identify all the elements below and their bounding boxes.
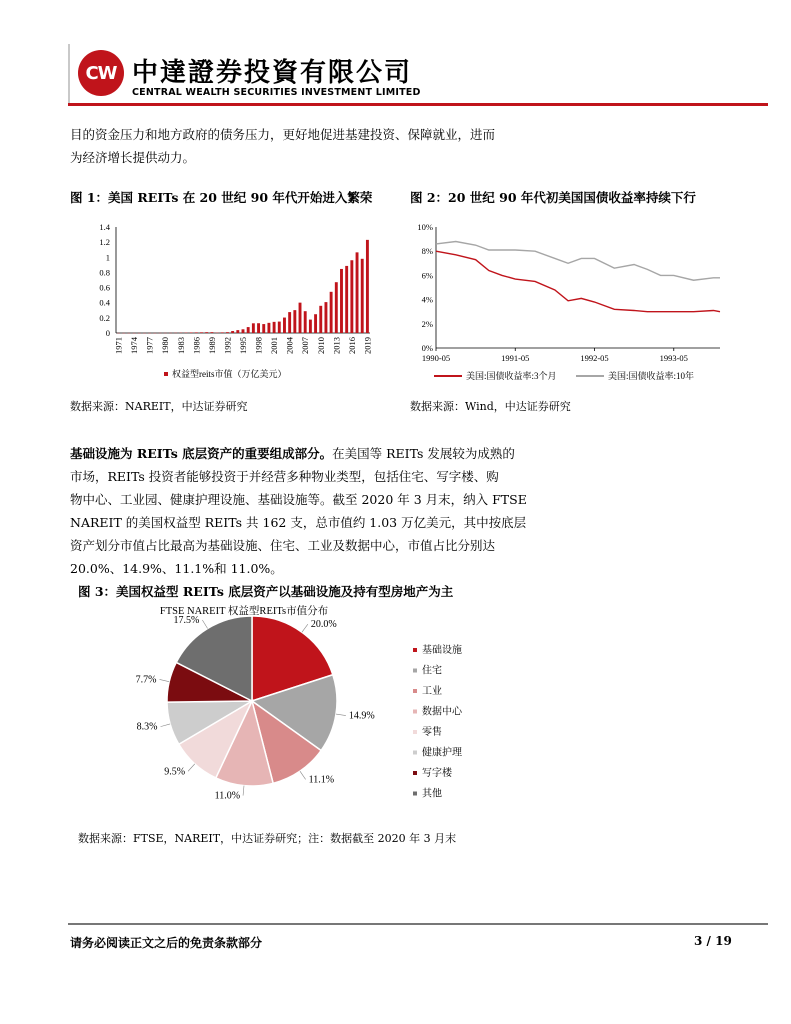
x-tick-label: 1992	[222, 337, 233, 354]
legend-label: 住宅	[422, 665, 442, 677]
legend-swatch	[413, 751, 417, 755]
bar	[288, 312, 291, 333]
pie-leader	[161, 724, 171, 727]
intro-line-2: 为经济增长提供动力。	[70, 150, 196, 165]
pie-value-label: 7.7%	[135, 674, 157, 686]
figure2-title: 图 2：20 世纪 90 年代初美国国债收益率持续下行	[410, 190, 696, 205]
pie-value-label: 14.9%	[348, 710, 375, 722]
intro-line-1: 目的资金压力和地方政府的债务压力，更好地促进基建投资、保障就业，进而	[70, 127, 496, 142]
bar	[231, 331, 234, 333]
legend-label: 数据中心	[422, 706, 462, 718]
y-tick-label: 10%	[417, 222, 433, 232]
bar	[226, 332, 229, 333]
legend-label: 写字楼	[422, 768, 452, 779]
header-rule	[68, 103, 768, 106]
section-line-1	[70, 442, 550, 465]
bar	[366, 240, 369, 333]
bar	[350, 260, 353, 333]
x-tick-label: 2001	[269, 337, 280, 354]
bar	[267, 323, 270, 333]
legend-swatch	[413, 710, 417, 714]
legend-label: 工业	[422, 686, 442, 697]
bar	[278, 322, 281, 333]
section-line-3: 物中心、工业园、健康护理设施、基础设施等。截至 2020 年 3 月末，纳入 FTSE	[70, 492, 527, 507]
pie-value-label: 17.5%	[173, 615, 200, 626]
bar	[330, 292, 333, 333]
y-tick-label: 0	[105, 328, 110, 338]
y-tick-label: 6%	[421, 270, 433, 281]
x-tick-label: 2013	[331, 337, 342, 354]
bar	[356, 252, 359, 333]
x-tick-label: 2010	[315, 337, 326, 354]
bar	[324, 302, 327, 333]
legend-label: 其他	[422, 788, 442, 800]
pie-value-label: 11.1%	[308, 774, 335, 786]
pie-leader	[336, 714, 346, 716]
legend-label: 基础设施	[422, 645, 462, 656]
pie-leader	[300, 771, 306, 779]
legend-label: 零售	[422, 727, 442, 738]
x-tick-label: 1983	[175, 337, 186, 354]
section-line-6: 20.0%、14.9%、11.1%和 11.0%。	[70, 561, 283, 576]
legend-swatch	[413, 669, 417, 673]
legend-swatch	[413, 730, 417, 734]
y-tick-label: 0.2	[99, 312, 110, 323]
figure3-title: 图 3：美国权益型 REITs 底层资产以基础设施及持有型房地产为主	[78, 584, 454, 599]
y-tick-label: 1.2	[99, 237, 110, 248]
legend-label: 健康护理	[422, 747, 462, 759]
x-tick-label: 1977	[144, 337, 155, 354]
bar	[190, 332, 193, 333]
legend-label: 权益型reits市值（万亿美元）	[172, 369, 287, 379]
pie-leader	[159, 679, 169, 681]
figure3-pie-chart	[100, 600, 500, 825]
figure1-source: 数据来源：NAREIT，中达证券研究	[70, 400, 248, 413]
x-tick-label: 2004	[284, 337, 295, 354]
x-tick-label: 1974	[129, 337, 140, 354]
y-tick-label: 2%	[421, 318, 433, 329]
bar	[335, 282, 338, 333]
pie-leader	[302, 624, 308, 632]
legend-swatch	[413, 792, 417, 796]
x-tick-label: 2007	[300, 337, 311, 354]
company-name-en: CENTRAL WEALTH SECURITIES INVESTMENT LIMITED	[132, 87, 421, 98]
intro-paragraph	[70, 123, 550, 169]
figure2-source: 数据来源：Wind，中达证券研究	[410, 400, 571, 413]
bar	[293, 310, 296, 333]
bar	[304, 311, 307, 333]
legend-swatch	[413, 771, 417, 775]
x-tick-label: 1989	[206, 337, 217, 354]
section-line-4: NAREIT 的美国权益型 REITs 共 162 支，总市值约 1.03 万亿美元，其中按底层	[70, 515, 527, 530]
x-tick-label: 1992-05	[580, 353, 609, 363]
x-tick-label: 1990-05	[421, 353, 451, 363]
x-tick-label: 1998	[253, 337, 264, 354]
company-logo	[78, 50, 124, 96]
company-name-cn: 中達證券投資有限公司	[132, 58, 413, 88]
header-divider	[68, 44, 70, 104]
section-line-2: 市场，REITs 投资者能够投资于并经营多种物业类型，包括住宅、写字楼、购	[70, 469, 499, 484]
x-tick-label: 1980	[160, 337, 171, 354]
bar	[309, 320, 312, 333]
legend-label: 美国:国债收益率:3个月	[466, 371, 557, 381]
bar	[247, 327, 250, 333]
bar	[314, 314, 317, 333]
x-tick-label: 1971	[113, 337, 124, 354]
y-tick-label: 0.6	[99, 282, 110, 293]
legend-label: 美国:国债收益率:10年	[608, 371, 695, 381]
x-tick-label: 2019	[362, 337, 373, 354]
page-number: 3 / 19	[694, 934, 732, 948]
bar	[340, 269, 343, 333]
x-tick-label: 1995	[238, 337, 248, 354]
figure1-bar-chart	[68, 215, 388, 385]
bar	[262, 324, 265, 333]
footer-disclaimer: 请务必阅读正文之后的免责条款部分	[70, 936, 263, 950]
pie-leader	[243, 786, 244, 796]
bar	[299, 303, 302, 333]
bar	[252, 323, 255, 333]
pie-value-label: 20.0%	[310, 619, 337, 631]
bar	[200, 332, 203, 333]
bar	[195, 332, 198, 333]
figure2-line-chart	[408, 215, 728, 385]
y-tick-label: 8%	[421, 246, 433, 257]
bar	[257, 323, 260, 333]
figure1-title: 图 1：美国 REITs 在 20 世纪 90 年代开始进入繁荣	[70, 190, 373, 205]
pie-leader	[188, 764, 195, 771]
bar	[361, 259, 364, 333]
section-bold-lead: 基础设施为 REITs 底层资产的重要组成部分。	[70, 446, 333, 461]
y-tick-label: 0.8	[99, 267, 110, 278]
y-tick-label: 1	[105, 252, 110, 263]
pie-value-label: 9.5%	[164, 766, 186, 778]
chart-title: FTSE NAREIT 权益型REITs市值分布	[159, 606, 329, 617]
x-tick-label: 1986	[191, 337, 202, 354]
bar	[273, 322, 276, 333]
bar	[319, 306, 322, 333]
y-tick-label: 0%	[421, 343, 433, 353]
series-line	[436, 242, 720, 281]
bar	[283, 318, 286, 333]
bar	[221, 332, 224, 333]
section-line-5: 资产划分市值占比最高为基础设施、住宅、工业及数据中心，市值占比分别达	[70, 538, 496, 553]
x-tick-label: 1993-05	[659, 353, 688, 363]
figure3-source: 数据来源：FTSE，NAREIT，中达证券研究；注：数据截至 2020 年 3 月末	[78, 832, 457, 845]
y-tick-label: 4%	[421, 294, 433, 305]
pie-value-label: 8.3%	[136, 721, 158, 733]
footer-rule	[68, 923, 768, 925]
legend-swatch	[413, 648, 417, 652]
x-tick-label: 2016	[346, 337, 357, 354]
logo-text: CW	[85, 63, 117, 84]
pie-value-label: 11.0%	[214, 790, 241, 802]
bar	[205, 332, 208, 333]
pie-leader	[202, 620, 207, 629]
y-tick-label: 0.4	[99, 297, 110, 308]
bar	[242, 329, 245, 333]
y-tick-label: 1.4	[99, 222, 110, 232]
x-tick-label: 1991-05	[501, 353, 530, 363]
legend-swatch	[164, 372, 168, 376]
section-paragraph	[70, 442, 550, 580]
bar	[236, 330, 239, 333]
bar	[345, 266, 348, 333]
legend-swatch	[413, 689, 417, 693]
section-line-1-rest: 在美国等 REITs 发展较为成熟的	[332, 446, 515, 461]
bar	[210, 332, 213, 333]
